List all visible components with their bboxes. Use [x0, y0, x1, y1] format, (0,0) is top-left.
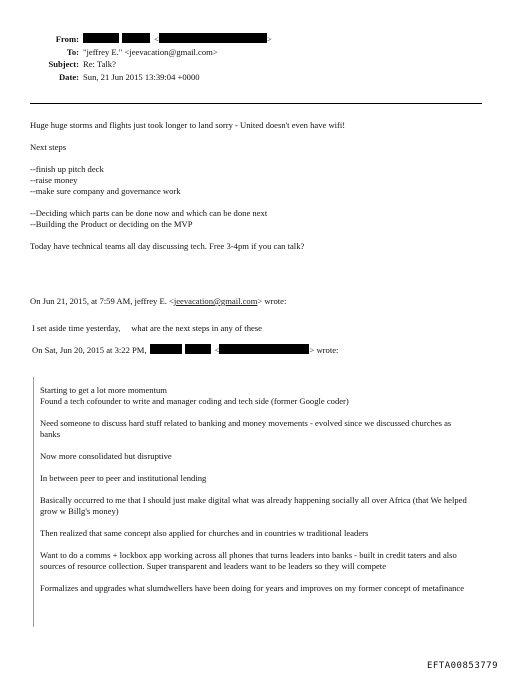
- quoted-paragraph: Formalizes and upgrades what slumdwellers have been doing for years and improves on my former concept of metafinance: [40, 583, 465, 593]
- reply-text: I set aside time yesterday, what are the next steps in any of these: [32, 323, 262, 333]
- angle-bracket: <: [214, 345, 220, 355]
- quoted-paragraph: Starting to get a lot more momentum: [40, 385, 167, 395]
- redaction-bar: [122, 33, 150, 43]
- redaction-bar: [219, 344, 309, 354]
- date-row: [24, 71, 272, 84]
- attribution-text: On Sat, Jun 20, 2015 at 3:22 PM,: [32, 345, 147, 355]
- document-id: EFTA00853779: [426, 661, 498, 671]
- header-divider: [30, 103, 482, 104]
- step-item: --finish up pitch deck: [30, 164, 104, 174]
- angle-bracket: <: [154, 34, 159, 44]
- quoted-paragraph: Found a tech cofounder to write and manager coding and tech side (former Google coder): [40, 396, 349, 406]
- email-header: [24, 33, 272, 83]
- email-link[interactable]: jeevacation@gmail.com: [173, 296, 258, 306]
- step-item: --make sure company and governance work: [30, 186, 181, 196]
- from-label: From:: [55, 34, 79, 44]
- next-steps-heading: Next steps: [30, 142, 67, 152]
- subject-row: [24, 58, 272, 71]
- subject-value: Re: Talk?: [83, 59, 116, 70]
- reply-attribution-2: [30, 344, 480, 356]
- redaction-bar: [150, 344, 182, 354]
- attribution-text: > wrote:: [257, 296, 287, 306]
- message-paragraph: Today have technical teams all day discussing tech. Free 3-4pm if you can talk?: [30, 241, 305, 251]
- quoted-paragraph: In between peer to peer and institutional lending: [40, 473, 207, 483]
- task-item: --Deciding which parts can be done now and which can be done next: [30, 208, 268, 218]
- reply-attribution: [30, 296, 480, 307]
- to-label: To:: [66, 46, 79, 57]
- attribution-text: > wrote:: [309, 345, 339, 355]
- to-row: [24, 46, 272, 59]
- quoted-paragraph: Now more consolidated but disruptive: [40, 451, 172, 461]
- angle-bracket: >: [266, 34, 272, 44]
- redaction-bar: [185, 344, 211, 354]
- date-label: Date:: [58, 71, 79, 82]
- date-value: Sun, 21 Jun 2015 13:39:04 +0000: [83, 71, 200, 82]
- to-value: "jeffrey E." <jeevacation@gmail.com>: [83, 46, 218, 57]
- quoted-paragraph: Basically occurred to me that I should just make digital what was already happening socially all over Africa (that We helped grow w Billg's money): [40, 495, 467, 516]
- quoted-message: [40, 385, 470, 594]
- step-item: --raise money: [30, 175, 78, 185]
- from-row: [24, 33, 272, 46]
- quoted-paragraph: Need someone to discuss hard stuff related to banking and money movements - evolved since we discussed churches as banks: [40, 418, 452, 439]
- subject-label: Subject:: [48, 59, 79, 70]
- quoted-paragraph: Want to do a comms + lockbox app working across all phones that turns leaders into banks - built in credit taters and also sources of resource collection. Super transparent and leaders want to be leaders so they will compete: [40, 550, 457, 571]
- redaction-bar: [83, 33, 119, 43]
- quoted-paragraph: Then realized that same concept also applied for churches and in countries w traditional leaders: [40, 528, 369, 538]
- message-body: [30, 120, 480, 356]
- message-paragraph: Huge huge storms and flights just took longer to land sorry - United doesn't even have wifi!: [30, 120, 346, 130]
- redaction-bar: [159, 33, 267, 43]
- attribution-text: On Jun 21, 2015, at 7:59 AM, jeffrey E. <: [30, 296, 174, 306]
- task-item: --Building the Product or deciding on the MVP: [30, 219, 193, 229]
